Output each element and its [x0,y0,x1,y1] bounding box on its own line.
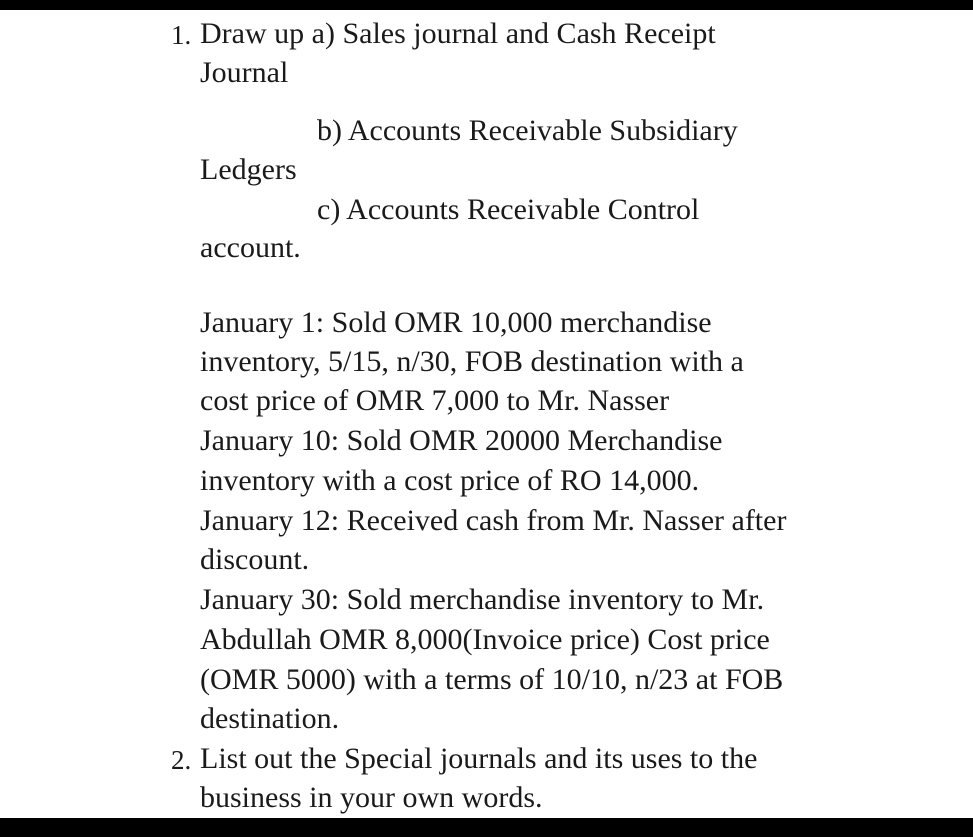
question-2-line-2: business in your own words. [200,781,543,814]
transaction-line: (OMR 5000) with a terms of 10/10, n/23 at FOB [200,663,784,696]
transaction-line: inventory with a cost price of RO 14,000. [200,464,700,497]
transaction-line: inventory, 5/15, n/30, FOB destination with a [200,345,744,378]
question-1-part-b-line-1: b) Accounts Receivable Subsidiary [317,114,738,147]
transaction-line: discount. [200,543,310,576]
question-2-line-1: List out the Special journals and its uses to the [200,742,758,775]
transaction-line: cost price of OMR 7,000 to Mr. Nasser [200,384,670,417]
question-1-part-b-line-2: Ledgers [200,153,297,186]
transaction-line: destination. [200,702,340,735]
question-1-part-c-line-1: c) Accounts Receivable Control [317,193,700,226]
transaction-line: January 30: Sold merchandise inventory to Mr. [200,583,765,616]
question-1-part-a-line-1: Draw up a) Sales journal and Cash Receipt [200,17,716,50]
transaction-line: January 12: Received cash from Mr. Nasser after [200,504,787,537]
question-1-part-a-line-2: Journal [200,56,289,89]
question-2-number: 2. [171,745,192,775]
transaction-line: January 10: Sold OMR 20000 Merchandise [200,424,723,457]
transaction-line: Abdullah OMR 8,000(Invoice price) Cost price [200,623,770,656]
question-1-part-c-line-2: account. [200,231,301,264]
transaction-line: January 1: Sold OMR 10,000 merchandise [200,306,712,339]
question-1-number: 1. [171,20,192,50]
document-page [0,10,973,818]
